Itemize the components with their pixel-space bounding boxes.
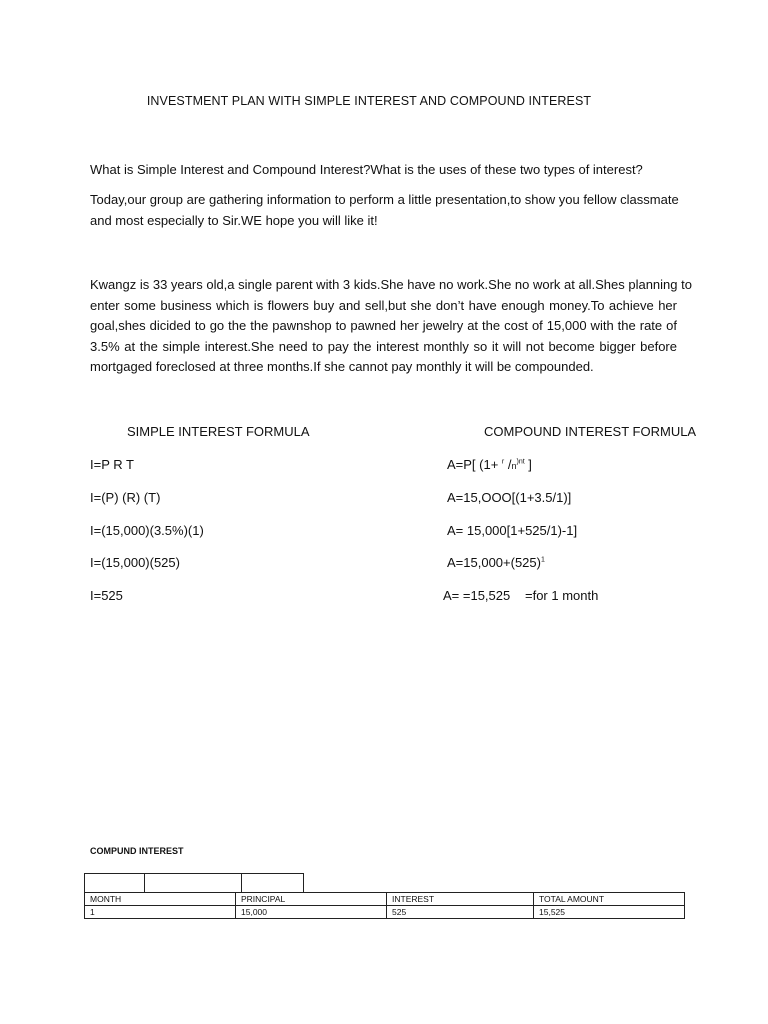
compound-formula-exp: )nt bbox=[516, 458, 525, 466]
compound-formula-result: A= =15,525 bbox=[443, 588, 511, 603]
compound-formula-slash: / bbox=[504, 457, 512, 472]
compound-formula-line: A=15,OOO[(1+3.5/1)] bbox=[447, 490, 572, 505]
empty-cell bbox=[145, 874, 242, 893]
simple-formula-line: I=525 bbox=[90, 588, 123, 603]
compound-formula-part: A=15,000+(525) bbox=[447, 555, 541, 570]
intro-paragraph bbox=[90, 190, 677, 231]
story-line: 3.5% at the simple interest.She need to pay the interest monthly so it will not become bigger before bbox=[90, 338, 677, 354]
compound-interest-table bbox=[84, 892, 685, 919]
table-row bbox=[85, 906, 685, 919]
empty-cell bbox=[242, 874, 304, 893]
table-cell: 525 bbox=[387, 906, 534, 919]
compound-formula-r: r bbox=[501, 458, 505, 466]
compound-formula-line bbox=[447, 457, 532, 472]
compound-formula-exp: 1 bbox=[540, 556, 545, 564]
table-cell: 15,000 bbox=[236, 906, 387, 919]
table-cell: 1 bbox=[85, 906, 236, 919]
table-header-cell: PRINCIPAL bbox=[236, 893, 387, 906]
compound-formula-part: ] bbox=[524, 457, 532, 472]
story-line: goal,shes dicided to go the the pawnshop to pawned her jewelry at the cost of 15,000 with the rate of bbox=[90, 318, 677, 333]
compound-formula-part: A=P[ (1+ bbox=[447, 457, 502, 472]
intro-line: Today,our group are gathering information to perform a little presentation,to show you fellow classmate bbox=[90, 192, 679, 207]
table-cell: 15,525 bbox=[534, 906, 685, 919]
story-line: Kwangz is 33 years old,a single parent with 3 kids.She have no work.She no work at all.Shes planning to bbox=[90, 277, 692, 292]
document-title: INVESTMENT PLAN WITH SIMPLE INTEREST AND COMPOUND INTEREST bbox=[146, 94, 592, 108]
simple-formula-line: I=(15,000)(3.5%)(1) bbox=[90, 523, 204, 538]
question-line: What is Simple Interest and Compound Interest?What is the uses of these two types of interest? bbox=[90, 162, 643, 177]
compound-interest-heading: COMPOUND INTEREST FORMULA bbox=[484, 424, 697, 439]
empty-header-boxes bbox=[84, 873, 304, 893]
story-line: mortgaged foreclosed at three months.If she cannot pay monthly it will be compounded. bbox=[90, 359, 594, 374]
table-header-cell: TOTAL AMOUNT bbox=[534, 893, 685, 906]
simple-formula-line: I=P R T bbox=[90, 457, 134, 472]
simple-formula-line: I=(P) (R) (T) bbox=[90, 490, 161, 505]
table-header-cell: INTEREST bbox=[387, 893, 534, 906]
story-line: enter some business which is flowers buy and sell,but she don’t have enough money.To achieve her bbox=[90, 297, 677, 313]
simple-interest-heading: SIMPLE INTEREST FORMULA bbox=[127, 424, 310, 439]
compound-formula-line bbox=[447, 555, 545, 570]
table-header-cell: MONTH bbox=[85, 893, 236, 906]
intro-line: and most especially to Sir.WE hope you will like it! bbox=[90, 212, 378, 228]
table-label: COMPUND INTEREST bbox=[90, 846, 184, 856]
compound-formula-line: A= 15,000[1+525/1)-1] bbox=[447, 523, 578, 538]
empty-cell bbox=[85, 874, 145, 893]
compound-formula-n: n bbox=[511, 461, 517, 471]
table-header-row bbox=[85, 893, 685, 906]
simple-formula-line: I=(15,000)(525) bbox=[90, 555, 180, 570]
story-paragraph bbox=[90, 275, 692, 378]
compound-formula-note: =for 1 month bbox=[525, 588, 599, 603]
